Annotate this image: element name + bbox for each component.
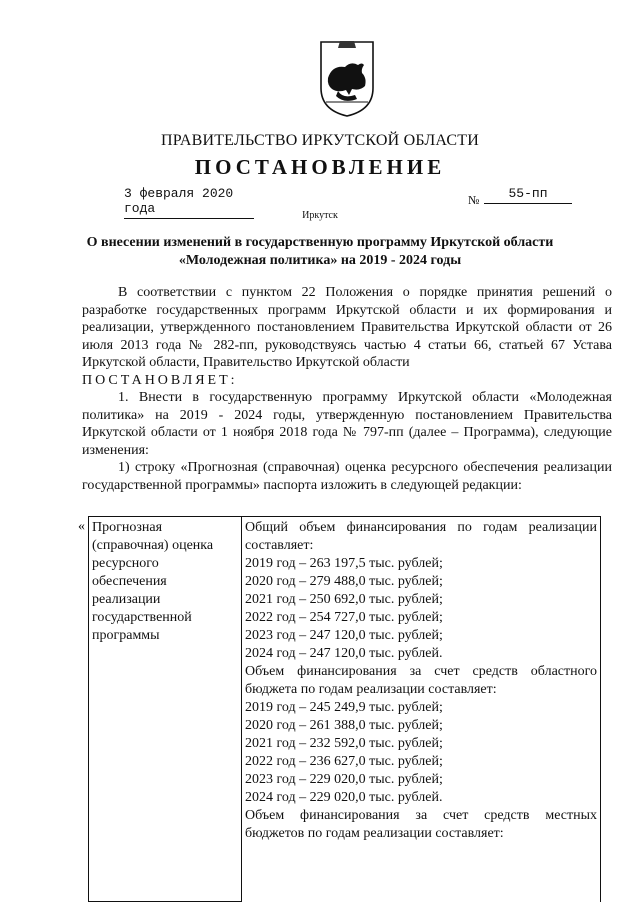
document-title — [70, 234, 570, 270]
table-cell-label: Прогнозная (справочная) оценка ресурсного обеспечения реализации государственной программы — [89, 517, 242, 902]
table-row — [89, 517, 601, 902]
document-date: 3 февраля 2020 года — [124, 186, 254, 219]
document-number: 55-пп — [484, 186, 572, 204]
decree-word: ПОСТАНОВЛЯЕТ: — [82, 372, 238, 388]
paragraph-subitem-1: 1) строку «Прогнозная (справочная) оценка ресурсного обеспечения реализации государственной программы» паспорта изложить в следующей редакции: — [82, 460, 612, 493]
coat-of-arms-icon — [318, 38, 376, 118]
title-line: «Молодежная политика» на 2019 - 2024 годы — [178, 253, 462, 268]
government-name: ПРАВИТЕЛЬСТВО ИРКУТСКОЙ ОБЛАСТИ — [161, 132, 479, 149]
number-sign: № — [468, 193, 480, 207]
paragraph-preamble: В соответствии с пунктом 22 Положения о порядке принятия решений о разработке государственных программ Иркутской области и их формирования и реализации, утвержденного постановлением Правительства Иркутской области от 26 июля 2013 года № 282-пп, руководствуясь частью 4 статьи 66, статьей 67 Устава Иркутской области, Правительство Иркутской области — [82, 285, 612, 370]
passport-table — [88, 516, 601, 902]
opening-quote: « — [78, 519, 85, 534]
table-cell-values: Общий объем финансирования по годам реализации составляет: 2019 год – 263 197,5 тыс. рублей; 2020 год – 279 488,0 тыс. рублей; 2021 год – 250 692,0 тыс. рублей; 2022 год – 254 727,0 тыс. рублей; 2023 год – 247 120,0 тыс. рублей; 2024 год – 247 120,0 тыс. рублей. Объем финансирования за счет средств областного бюджета по годам реализации составляет: 2019 год – 245 249,9 тыс. рублей; 2020 год – 261 388,0 тыс. рублей; 2021 год – 232 592,0 тыс. рублей; 2022 год – 236 627,0 тыс. рублей; 2023 год – 229 020,0 тыс. рублей; 2024 год – 229 020,0 тыс. рублей. Объем финансирования за счет средств местных бюджетов по годам реализации составляет: — [242, 517, 601, 902]
city-name: Иркутск — [302, 210, 338, 221]
document-body — [82, 284, 612, 494]
title-line: О внесении изменений в государственную программу Иркутской области — [86, 235, 554, 250]
document-type: ПОСТАНОВЛЕНИЕ — [194, 155, 446, 179]
paragraph-item-1: 1. Внести в государственную программу Иркутской области «Молодежная политика» на 2019 - 2024 годы, утвержденную постановлением Правительства Иркутской области от 1 ноября 2018 года № 797-пп (далее – Программа), следующие изменения: — [82, 390, 612, 458]
